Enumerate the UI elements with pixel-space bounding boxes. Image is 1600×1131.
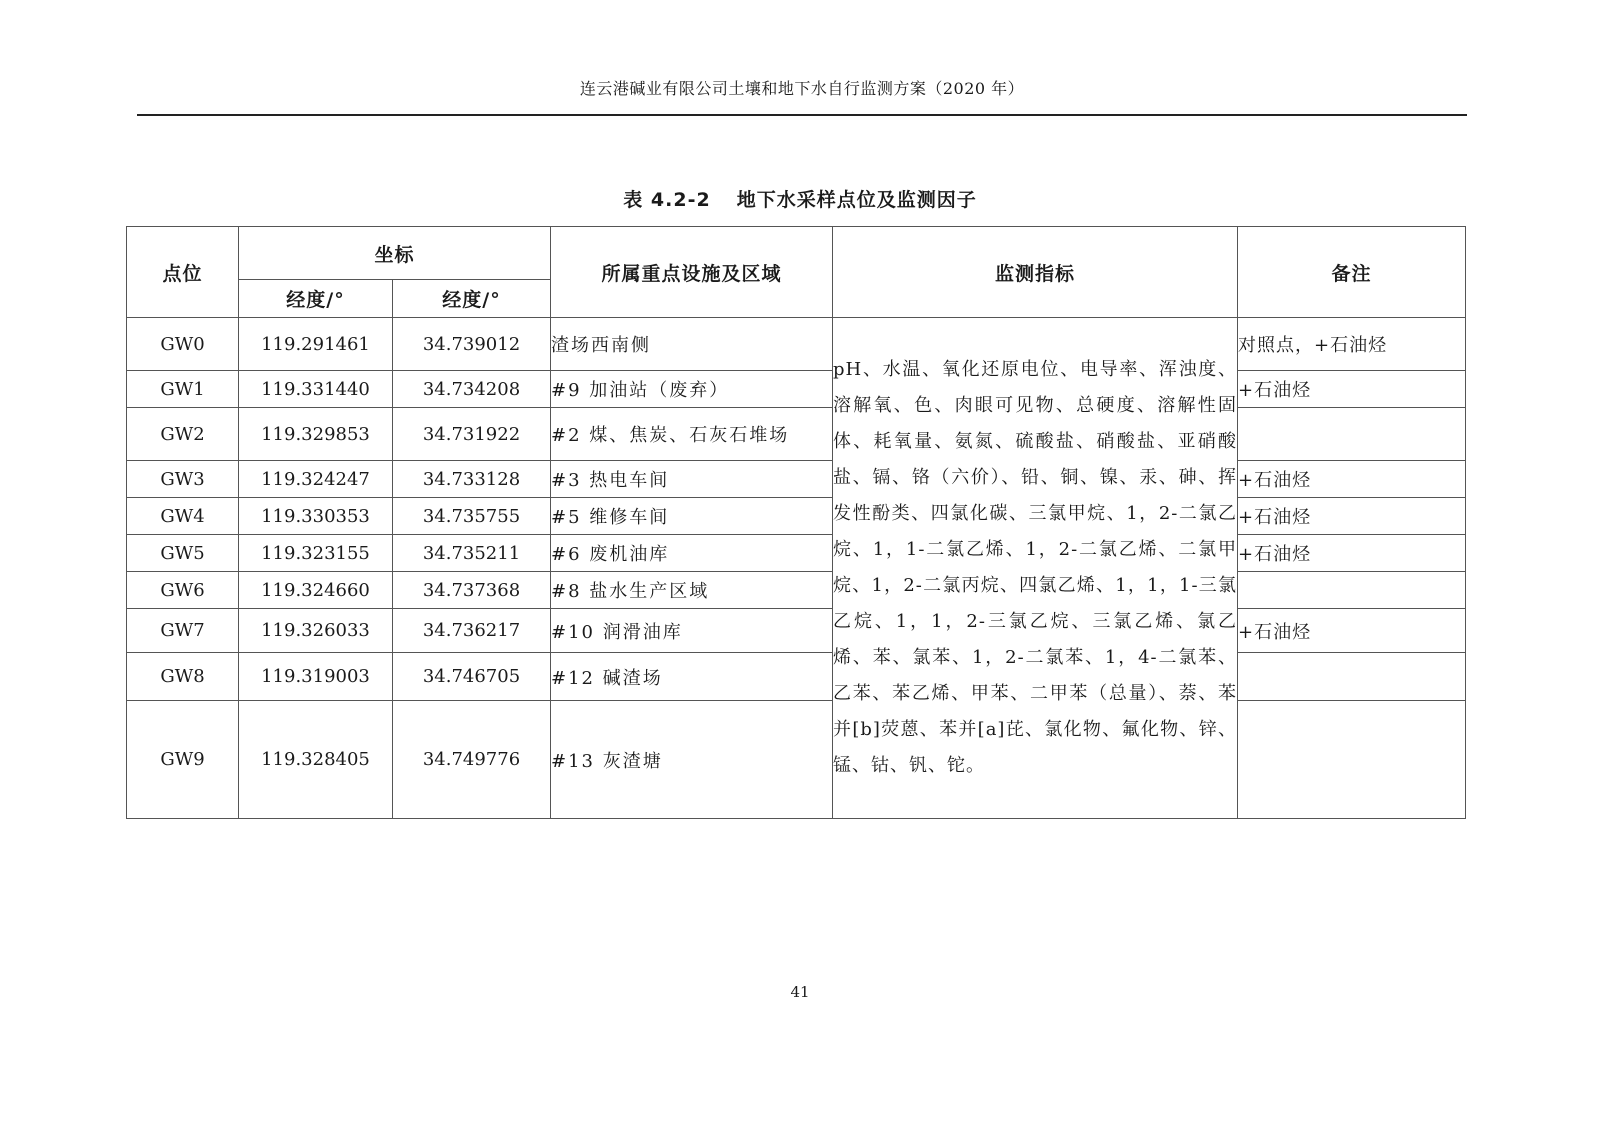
cell-longitude: 119.323155 — [239, 535, 393, 572]
cell-latitude: 34.739012 — [393, 318, 551, 371]
cell-longitude: 119.324660 — [239, 572, 393, 609]
cell-facility: #6 废机油库 — [551, 535, 833, 572]
table-row — [127, 408, 1466, 461]
cell-point: GW3 — [127, 461, 239, 498]
cell-latitude: 34.734208 — [393, 371, 551, 408]
page-number: 41 — [790, 983, 810, 1001]
cell-indicators: pH、水温、氧化还原电位、电导率、浑浊度、溶解氧、色、肉眼可见物、总硬度、溶解性固体、耗氧量、氨氮、硫酸盐、硝酸盐、亚硝酸盐、镉、铬（六价）、铅、铜、镍、汞、砷、挥发性酚类、四氯化碳、三氯甲烷、1，2-二氯乙烷、1，1-二氯乙烯、1，2-二氯乙烯、二氯甲烷、1，2-二氯丙烷、四氯乙烯、1，1，1-三氯乙烷、1，1，2-三氯乙烷、三氯乙烯、氯乙烯、苯、氯苯、1，2-二氯苯、1，4-二氯苯、乙苯、苯乙烯、甲苯、二甲苯（总量）、萘、苯并[b]荧蒽、苯并[a]芘、氯化物、氟化物、锌、锰、钴、钒、铊。 — [833, 318, 1238, 819]
table-row — [127, 572, 1466, 609]
cell-latitude: 34.731922 — [393, 408, 551, 461]
cell-remark: +石油烃 — [1238, 371, 1466, 408]
header-facility: 所属重点设施及区域 — [551, 227, 833, 318]
header-longitude: 经度/° — [239, 280, 393, 318]
cell-facility: 渣场西南侧 — [551, 318, 833, 371]
cell-longitude: 119.329853 — [239, 408, 393, 461]
cell-facility: #2 煤、焦炭、石灰石堆场 — [551, 408, 833, 461]
table-row — [127, 461, 1466, 498]
cell-point: GW5 — [127, 535, 239, 572]
cell-latitude: 34.749776 — [393, 701, 551, 819]
cell-facility: #3 热电车间 — [551, 461, 833, 498]
cell-point: GW6 — [127, 572, 239, 609]
cell-longitude: 119.328405 — [239, 701, 393, 819]
cell-remark: 对照点，+石油烃 — [1238, 318, 1466, 371]
cell-remark — [1238, 408, 1466, 461]
header-remarks: 备注 — [1238, 227, 1466, 318]
table-title-number: 表 4.2-2 — [623, 189, 711, 211]
cell-remark — [1238, 653, 1466, 701]
header-rule — [137, 114, 1467, 116]
cell-latitude: 34.733128 — [393, 461, 551, 498]
cell-latitude: 34.736217 — [393, 609, 551, 653]
table-row — [127, 535, 1466, 572]
table-row — [127, 498, 1466, 535]
cell-longitude: 119.319003 — [239, 653, 393, 701]
table-row — [127, 318, 1466, 371]
cell-latitude: 34.735211 — [393, 535, 551, 572]
cell-point: GW4 — [127, 498, 239, 535]
cell-longitude: 119.291461 — [239, 318, 393, 371]
cell-remark: +石油烃 — [1238, 609, 1466, 653]
cell-facility: #10 润滑油库 — [551, 609, 833, 653]
table-title-text: 地下水采样点位及监测因子 — [736, 189, 977, 211]
cell-longitude: 119.326033 — [239, 609, 393, 653]
cell-facility: #13 灰渣塘 — [551, 701, 833, 819]
cell-point: GW1 — [127, 371, 239, 408]
cell-facility: #9 加油站（废弃） — [551, 371, 833, 408]
cell-facility: #8 盐水生产区域 — [551, 572, 833, 609]
cell-longitude: 119.331440 — [239, 371, 393, 408]
header-point: 点位 — [127, 227, 239, 318]
cell-remark — [1238, 701, 1466, 819]
cell-point: GW9 — [127, 701, 239, 819]
header-coordinate: 坐标 — [239, 227, 551, 280]
cell-latitude: 34.735755 — [393, 498, 551, 535]
table-row — [127, 371, 1466, 408]
sampling-table — [126, 226, 1466, 819]
table-title — [0, 185, 1600, 212]
table-row — [127, 609, 1466, 653]
cell-longitude: 119.330353 — [239, 498, 393, 535]
cell-remark: +石油烃 — [1238, 461, 1466, 498]
cell-remark — [1238, 572, 1466, 609]
header-indicators: 监测指标 — [833, 227, 1238, 318]
header-latitude: 经度/° — [393, 280, 551, 318]
cell-remark: +石油烃 — [1238, 535, 1466, 572]
cell-point: GW8 — [127, 653, 239, 701]
cell-point: GW0 — [127, 318, 239, 371]
table-row — [127, 653, 1466, 701]
cell-latitude: 34.746705 — [393, 653, 551, 701]
cell-latitude: 34.737368 — [393, 572, 551, 609]
table-row — [127, 701, 1466, 819]
cell-longitude: 119.324247 — [239, 461, 393, 498]
cell-facility: #5 维修车间 — [551, 498, 833, 535]
page-header: 连云港碱业有限公司土壤和地下水自行监测方案（2020 年） — [579, 79, 1025, 98]
cell-facility: #12 碱渣场 — [551, 653, 833, 701]
cell-point: GW7 — [127, 609, 239, 653]
cell-point: GW2 — [127, 408, 239, 461]
cell-remark: +石油烃 — [1238, 498, 1466, 535]
